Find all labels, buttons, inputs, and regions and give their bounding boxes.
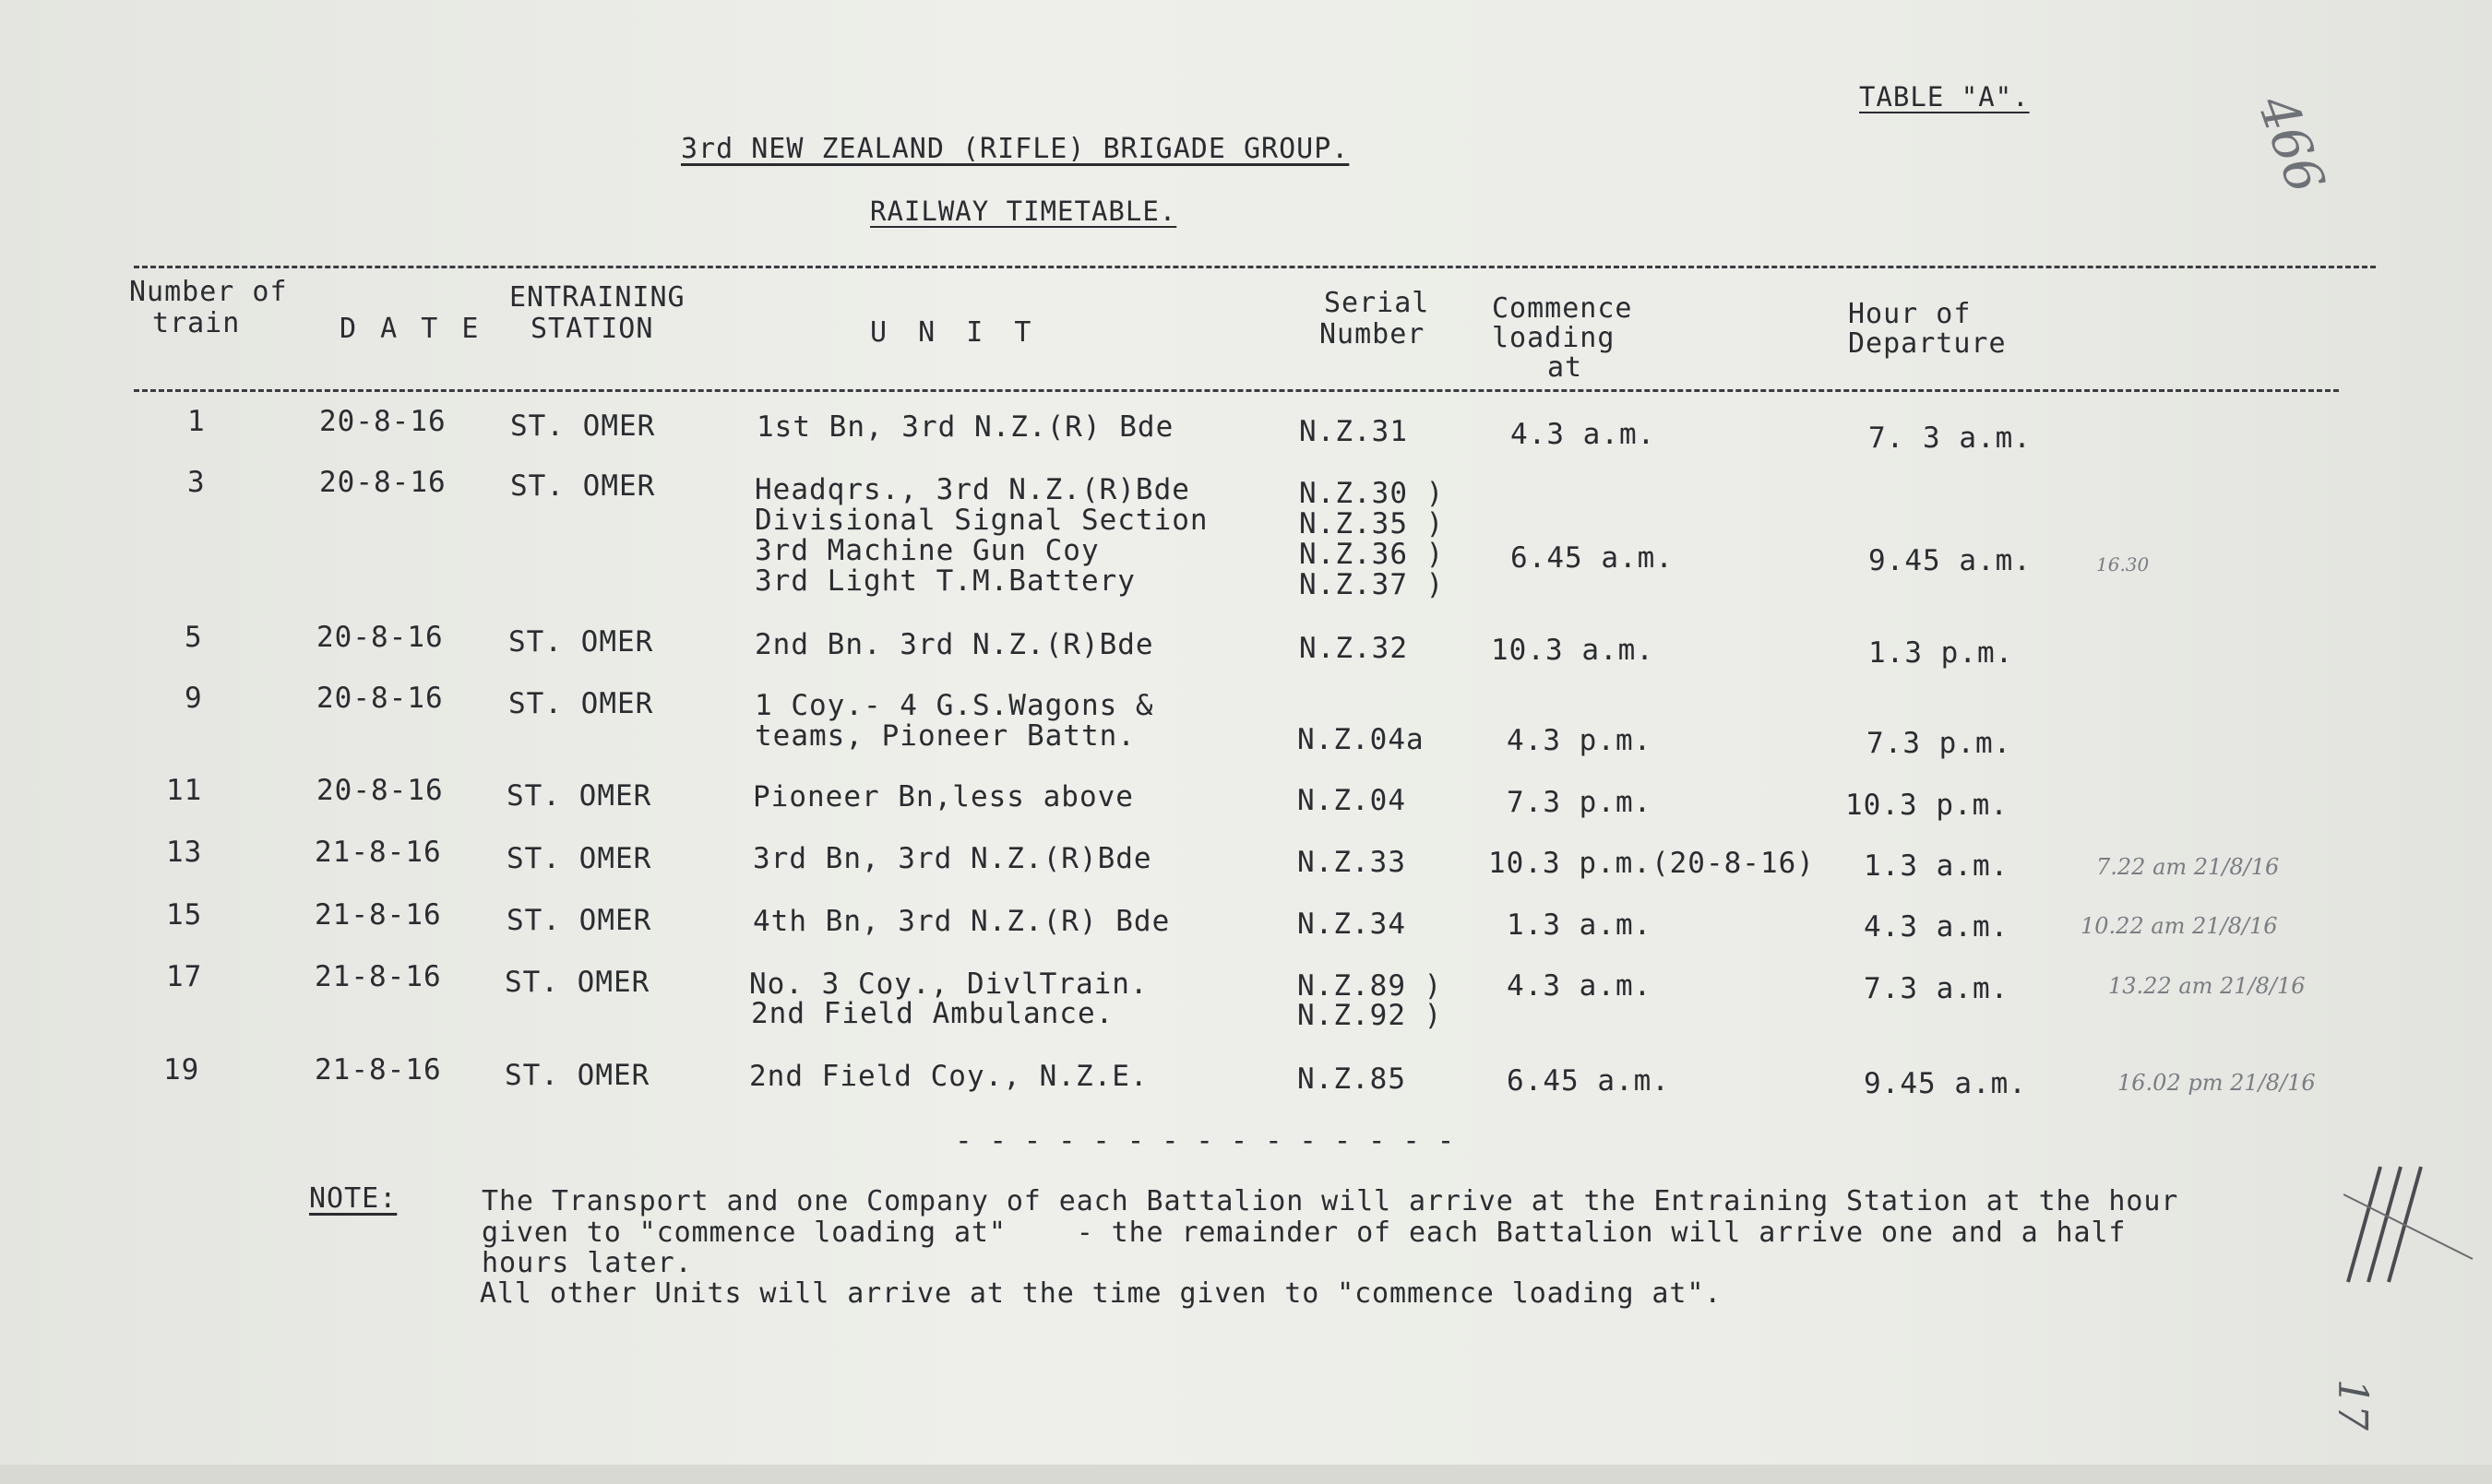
row-serial: N.Z.92 ) [1297,999,1443,1032]
row-station: ST. OMER [510,410,656,443]
row-departure: 9.45 a.m. [1868,544,2032,577]
col-serial-line1: Serial [1324,287,1430,319]
row-serial: N.Z.30 ) [1299,477,1445,510]
note-line: The Transport and one Company of each Battalion will arrive at the Entraining Station at the hour [482,1185,2179,1217]
table-label: TABLE "A". [1859,81,2030,113]
row-serial: N.Z.85 [1297,1063,1406,1096]
row-unit: 3rd Machine Gun Coy [755,534,1100,567]
note-line: All other Units will arrive at the time given to "commence loading at". [480,1277,1723,1310]
row-commence: 7.3 p.m. [1507,786,1652,819]
row-serial: N.Z.34 [1297,908,1406,941]
row-unit: Divisional Signal Section [755,504,1209,537]
row-commence: 4.3 p.m. [1507,724,1652,757]
row-serial: N.Z.04 [1297,784,1406,817]
col-station-line2: STATION [531,313,654,345]
row-departure: 1.3 p.m. [1868,636,2014,670]
col-commence-line3: at [1547,351,1583,384]
row-departure: 7.3 a.m. [1864,972,2009,1005]
row-departure: 10.3 p.m. [1845,789,2009,822]
row-unit: 2nd Field Coy., N.Z.E. [749,1060,1149,1093]
row-serial: N.Z.35 ) [1299,507,1445,540]
train-number: 19 [163,1053,200,1086]
row-commence: 6.45 a.m. [1507,1064,1670,1098]
handwritten-note: 7.22 am 21/8/16 [2096,854,2280,880]
train-number: 13 [166,836,203,869]
handwritten-note: 13.22 am 21/8/16 [2108,973,2306,999]
row-departure: 7. 3 a.m. [1868,421,2032,455]
train-number: 3 [187,466,206,499]
row-unit: teams, Pioneer Battn. [755,719,1136,753]
col-departure-line2: Departure [1848,327,2007,360]
tally-mark [2343,1158,2492,1287]
note-line: hours later. [482,1247,693,1279]
row-serial: N.Z.04a [1297,723,1425,756]
row-unit: No. 3 Coy., DivlTrain. [749,968,1149,1001]
document-subtitle: RAILWAY TIMETABLE. [870,196,1177,227]
handwritten-note: 16.02 pm 21/8/16 [2117,1070,2316,1096]
row-serial: N.Z.33 [1297,846,1406,879]
note-label: NOTE: [309,1182,398,1215]
row-station: ST. OMER [505,966,650,999]
section-separator: - - - - - - - - - - - - - - - [955,1124,1455,1158]
row-commence: 10.3 a.m. [1491,634,1654,667]
row-date: 21-8-16 [315,898,442,932]
row-departure: 7.3 p.m. [1866,727,2012,760]
top-rule [134,266,2376,268]
col-number-line2: train [152,307,241,339]
row-commence: 1.3 a.m. [1507,908,1652,942]
row-commence: 4.3 a.m. [1507,969,1652,1003]
row-station: ST. OMER [508,687,654,720]
row-station: ST. OMER [510,469,656,503]
train-number: 1 [187,405,206,438]
row-departure: 4.3 a.m. [1864,910,2009,944]
row-departure: 1.3 a.m. [1864,849,2009,883]
row-serial: N.Z.31 [1299,415,1408,448]
row-date: 21-8-16 [315,836,442,869]
handwritten-note: 10.22 am 21/8/16 [2081,913,2278,939]
train-number: 15 [166,898,203,932]
row-commence: 6.45 a.m. [1510,541,1674,575]
row-unit: 4th Bn, 3rd N.Z.(R) Bde [753,905,1171,938]
row-date: 20-8-16 [319,405,447,438]
row-departure: 9.45 a.m. [1864,1067,2027,1100]
train-number: 9 [185,682,203,715]
row-unit: 2nd Bn. 3rd N.Z.(R)Bde [755,628,1154,661]
col-serial-line2: Number [1319,318,1425,350]
note-line: given to "commence loading at" - the remainder of each Battalion will arrive one and a half [482,1217,2127,1249]
row-serial: N.Z.89 ) [1297,969,1443,1003]
page-number: 466 [2245,88,2336,201]
col-date: D A T E [340,313,483,345]
row-unit: 1st Bn, 3rd N.Z.(R) Bde [757,410,1174,444]
row-station: ST. OMER [505,1059,650,1092]
row-commence: 4.3 a.m. [1510,418,1656,451]
row-date: 20-8-16 [319,466,447,499]
row-unit: 3rd Light T.M.Battery [755,564,1136,598]
handwritten-note: 16.30 [2096,553,2150,576]
document-title: 3rd NEW ZEALAND (RIFLE) BRIGADE GROUP. [681,133,1350,165]
row-serial: N.Z.32 [1299,632,1408,665]
row-unit: Headqrs., 3rd N.Z.(R)Bde [755,473,1190,506]
train-number: 5 [185,621,203,654]
row-station: ST. OMER [508,625,654,659]
header-rule [134,389,2339,392]
col-departure-line1: Hour of [1848,298,1972,330]
row-unit: 1 Coy.- 4 G.S.Wagons & [755,689,1154,722]
col-commence-line2: loading [1492,322,1616,354]
row-unit: Pioneer Bn,less above [753,780,1134,813]
train-number: 17 [166,960,203,993]
row-serial: N.Z.37 ) [1299,568,1445,601]
row-unit: 2nd Field Ambulance. [751,997,1115,1030]
col-commence-line1: Commence [1492,292,1633,325]
col-unit: U N I T [870,316,1039,349]
row-date: 20-8-16 [316,774,444,807]
col-number-line1: Number of [129,276,288,308]
row-station: ST. OMER [507,779,652,813]
row-commence: 10.3 p.m.(20-8-16) [1488,847,1815,880]
row-unit: 3rd Bn, 3rd N.Z.(R)Bde [753,842,1152,875]
bottom-page-number: 17 [2329,1379,2376,1431]
row-date: 20-8-16 [316,621,444,654]
row-date: 20-8-16 [316,682,444,715]
row-station: ST. OMER [507,904,652,937]
col-station-line1: ENTRAINING [509,281,686,314]
row-serial: N.Z.36 ) [1299,538,1445,571]
train-number: 11 [166,774,203,807]
row-date: 21-8-16 [315,1053,442,1086]
row-date: 21-8-16 [315,960,442,993]
row-station: ST. OMER [507,842,652,875]
